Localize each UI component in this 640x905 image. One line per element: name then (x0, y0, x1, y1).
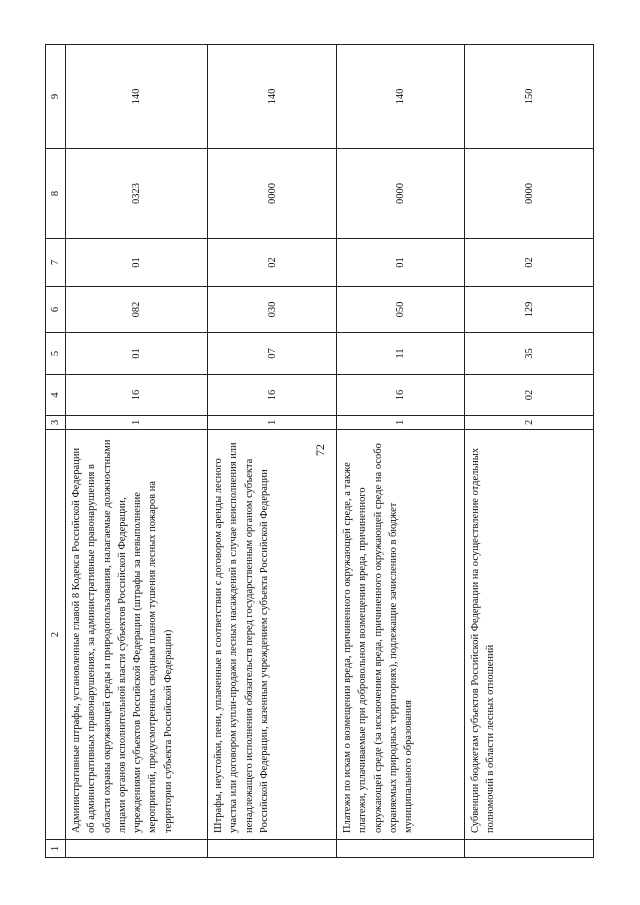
header-cell-5: 5 (46, 333, 66, 375)
code-cell-9: 140 (208, 45, 337, 149)
code-cell-5: 11 (337, 333, 465, 375)
code-cell-7: 02 (465, 239, 594, 287)
code-cell-4: 02 (465, 375, 594, 416)
code-cell-7: 01 (337, 239, 465, 287)
code-cell-3: 2 (465, 416, 594, 430)
description-cell: Субвенции бюджетам субъектов Российской Федерации на осуществление отдельных полномочий в области лесных отношений (465, 430, 594, 840)
row-number-cell (66, 840, 208, 858)
header-cell-2: 2 (46, 430, 66, 840)
row-number-cell (465, 840, 594, 858)
code-cell-3: 1 (208, 416, 337, 430)
description-cell: Штрафы, неустойки, пени, уплаченные в соответствии с договором аренды лесного участка или договором купли-продажи лесных насаждений в случае неисполнения или ненадлежащего исполнения обязательств перед государственным органом субъекта Российской Федерации, казенным учреждением субъекта Российской Федерации (208, 430, 337, 840)
code-cell-8: 0000 (208, 149, 337, 239)
rotated-table-container (45, 45, 587, 858)
code-cell-5: 35 (465, 333, 594, 375)
code-cell-3: 1 (66, 416, 208, 430)
header-cell-6: 6 (46, 287, 66, 333)
code-cell-8: 0000 (337, 149, 465, 239)
code-cell-3: 1 (337, 416, 465, 430)
code-cell-9: 150 (465, 45, 594, 149)
page-number: 72 (313, 444, 327, 456)
table-row (66, 45, 208, 858)
header-cell-4: 4 (46, 375, 66, 416)
code-cell-6: 030 (208, 287, 337, 333)
budget-classification-table (45, 44, 594, 858)
row-number-cell (337, 840, 465, 858)
code-cell-7: 02 (208, 239, 337, 287)
table-row (337, 45, 465, 858)
header-cell-3: 3 (46, 416, 66, 430)
description-cell: Платежи по искам о возмещении вреда, причиненного окружающей среде, а также платежи, уплачиваемые при добровольном возмещении вреда, причиненного окружающей среде (за исключением вреда, причиненного окружающей среде на особо охраняемых природных территориях), подлежащие зачислению в бюджет муниципального образования (337, 430, 465, 840)
header-cell-9: 9 (46, 45, 66, 149)
table-header-row (46, 45, 66, 858)
code-cell-9: 140 (337, 45, 465, 149)
description-cell: Административные штрафы, установленные главой 8 Кодекса Российской Федерации об административных правонарушениях, за административные правонарушения в области охраны окружающей среды и природопользования, налагаемые должностными лицами органов исполнительной власти субъектов Российской Федерации, учреждениями субъектов Российской Федерации (штрафы за невыполнение мероприятий, предусмотренных сводным планом тушения лесных пожаров на территории субъекта Российской Федерации) (66, 430, 208, 840)
table-row (465, 45, 594, 858)
header-cell-1: 1 (46, 840, 66, 858)
code-cell-4: 16 (66, 375, 208, 416)
code-cell-8: 0323 (66, 149, 208, 239)
code-cell-5: 07 (208, 333, 337, 375)
table-row (208, 45, 337, 858)
code-cell-6: 082 (66, 287, 208, 333)
code-cell-7: 01 (66, 239, 208, 287)
code-cell-9: 140 (66, 45, 208, 149)
header-cell-8: 8 (46, 149, 66, 239)
code-cell-6: 050 (337, 287, 465, 333)
code-cell-4: 16 (208, 375, 337, 416)
code-cell-4: 16 (337, 375, 465, 416)
code-cell-5: 01 (66, 333, 208, 375)
row-number-cell (208, 840, 337, 858)
header-cell-7: 7 (46, 239, 66, 287)
code-cell-8: 0000 (465, 149, 594, 239)
code-cell-6: 129 (465, 287, 594, 333)
